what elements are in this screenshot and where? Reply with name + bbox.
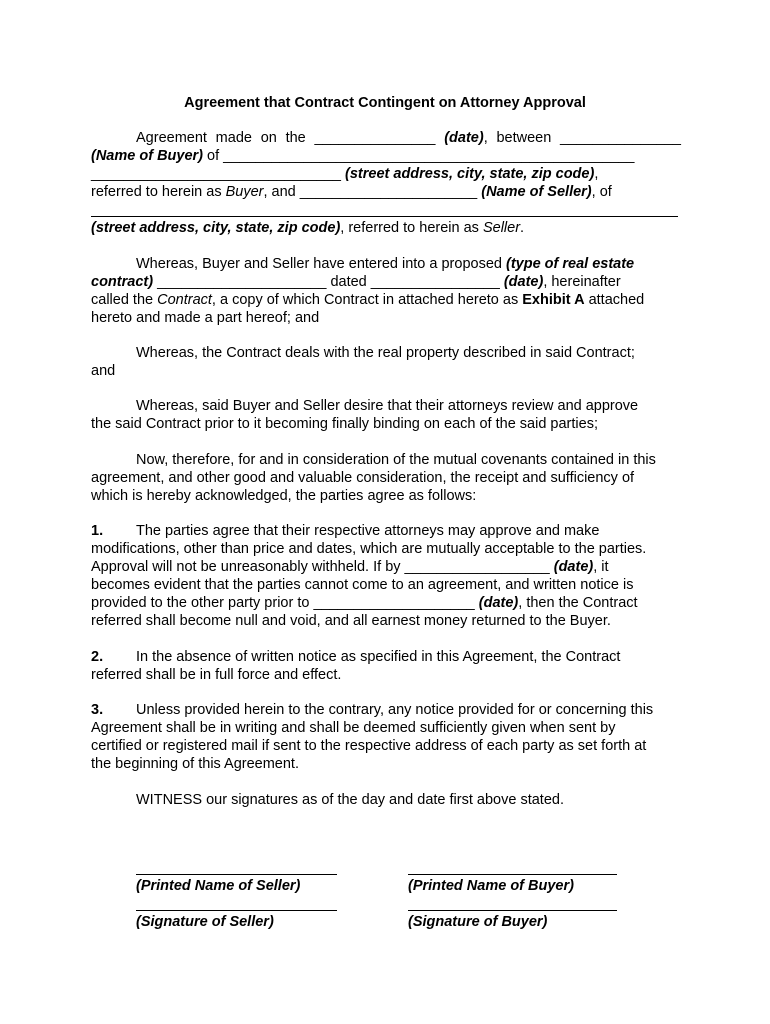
intro-line-6: (street address, city, state, zip code), referred to herein as Seller. — [91, 220, 525, 236]
section-number: 1. — [91, 523, 104, 539]
section-3-line-1: 3. Unless provided herein to the contrary, any notice provided for or concerning this — [91, 702, 654, 718]
section-1-line-4: becomes evident that the parties cannot come to an agreement, and written notice is — [91, 577, 634, 593]
intro-line-4: referred to herein as Buyer, and ______________________ (Name of Seller), of — [91, 184, 612, 200]
section-1-line-2: modifications, other than price and dates, which are mutually acceptable to the parties. — [91, 541, 647, 557]
section-1-line-5: provided to the other party prior to ____________________ (date), then the Contract — [91, 595, 638, 611]
therefore-line-1: Now, therefore, for and in consideration of the mutual covenants contained in this — [136, 452, 656, 468]
printed-buyer-line — [408, 874, 617, 875]
section-number: 2. — [91, 649, 104, 665]
whereas-1-line-4: hereto and made a part hereof; and — [91, 310, 320, 326]
printed-seller-line — [136, 874, 337, 875]
printed-seller-label: (Printed Name of Seller) — [136, 878, 301, 894]
whereas-3-line-1: Whereas, said Buyer and Seller desire that their attorneys review and approve — [136, 398, 639, 414]
buyer-signature-label: (Signature of Buyer) — [408, 914, 548, 930]
printed-buyer-label: (Printed Name of Buyer) — [408, 878, 574, 894]
witness-statement: WITNESS our signatures as of the day and date first above stated. — [136, 792, 564, 808]
section-3-line-4: the beginning of this Agreement. — [91, 756, 299, 772]
whereas-1-line-2: contract) _____________________ dated ________________ (date), hereinafter — [91, 274, 621, 290]
intro-line-1: Agreement made on the _______________ (date), between _______________ — [136, 130, 681, 146]
buyer-signature-line — [408, 910, 617, 911]
whereas-1-line-3: called the Contract, a copy of which Contract in attached hereto as Exhibit A attached — [91, 292, 645, 308]
section-3-line-3: certified or registered mail if sent to the respective address of each party as set forth at — [91, 738, 647, 754]
document-title: Agreement that Contract Contingent on Attorney Approval — [184, 95, 586, 111]
whereas-1-line-1: Whereas, Buyer and Seller have entered into a proposed (type of real estate — [136, 256, 635, 272]
section-2-line-1: 2. In the absence of written notice as specified in this Agreement, the Contract — [91, 649, 621, 665]
section-1-line-1: 1. The parties agree that their respective attorneys may approve and make — [91, 523, 600, 539]
intro-line-2: (Name of Buyer) of ___________________________________________________ — [91, 148, 635, 164]
therefore-line-3: which is hereby acknowledged, the parties agree as follows: — [91, 488, 477, 504]
seller-address-line — [91, 216, 678, 217]
seller-signature-line — [136, 910, 337, 911]
whereas-2-line-2: and — [91, 363, 116, 379]
whereas-2-line-1: Whereas, the Contract deals with the real property described in said Contract; — [136, 345, 635, 361]
intro-line-3: _______________________________ (street address, city, state, zip code), — [91, 166, 599, 182]
therefore-line-2: agreement, and other good and valuable consideration, the receipt and sufficiency of — [91, 470, 635, 486]
section-number: 3. — [91, 702, 104, 718]
seller-signature-label: (Signature of Seller) — [136, 914, 274, 930]
whereas-3-line-2: the said Contract prior to it becoming finally binding on each of the said parties; — [91, 416, 598, 432]
section-3-line-2: Agreement shall be in writing and shall be deemed sufficiently given when sent by — [91, 720, 616, 736]
section-1-line-3: Approval will not be unreasonably withheld. If by __________________ (date), it — [91, 559, 609, 575]
section-1-line-6: referred shall become null and void, and all earnest money returned to the Buyer. — [91, 613, 611, 629]
section-2-line-2: referred shall be in full force and effect. — [91, 667, 342, 683]
